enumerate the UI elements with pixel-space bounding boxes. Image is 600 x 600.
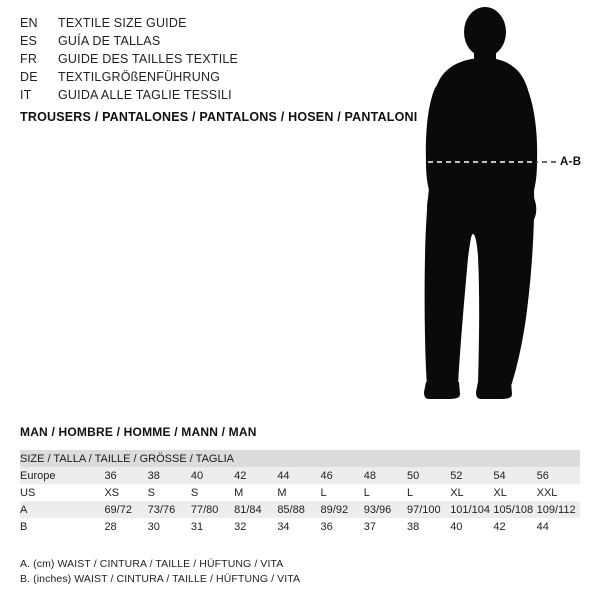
row-label: SIZE / TALLA / TAILLE / GRÖSSE / TAGLIA <box>20 452 234 465</box>
table-cell: 109/112 <box>536 503 576 516</box>
measure-label-ab: A-B <box>560 156 582 168</box>
language-row <box>20 50 400 68</box>
language-row <box>20 14 400 32</box>
table-cell: 81/84 <box>234 503 262 516</box>
table-cell: 73/76 <box>147 503 176 516</box>
table-cell: 34 <box>277 520 290 533</box>
footnote-b: B. (inches) WAIST / CINTURA / TAILLE / HÜFTUNG / VITA <box>20 573 301 585</box>
row-label: B <box>20 520 28 533</box>
table-cell: 40 <box>450 520 463 533</box>
table-cell: 42 <box>234 469 247 482</box>
language-title: GUIDA ALLE TAGLIE TESSILI <box>58 88 232 102</box>
table-cell: 36 <box>104 469 117 482</box>
footnote-a: A. (cm) WAIST / CINTURA / TAILLE / HÜFTUNG / VITA <box>20 558 284 570</box>
table-cell: S <box>190 486 199 499</box>
table-cell: 36 <box>320 520 333 533</box>
size-table <box>20 450 580 535</box>
language-code: DE <box>20 70 38 84</box>
language-code: FR <box>20 52 38 66</box>
table-row <box>20 467 580 484</box>
footnotes <box>20 557 300 587</box>
table-cell: XL <box>493 486 507 499</box>
table-cell: 85/88 <box>277 503 305 516</box>
language-row <box>20 32 400 50</box>
table-cell: 44 <box>277 469 290 482</box>
language-code: ES <box>20 34 38 48</box>
table-cell: 44 <box>536 520 549 533</box>
table-cell: 50 <box>406 469 420 482</box>
table-cell: 54 <box>493 469 506 482</box>
table-cell: 56 <box>536 469 549 482</box>
table-cell: 46 <box>320 469 333 482</box>
language-row <box>20 68 400 86</box>
language-list <box>20 14 400 104</box>
language-code: EN <box>20 16 38 30</box>
table-cell: 42 <box>493 520 506 533</box>
table-cell: XS <box>104 486 120 499</box>
table-caption: MAN / HOMBRE / HOMME / MANN / MAN <box>20 425 257 439</box>
table-cell: 37 <box>363 520 376 533</box>
table-cell: 101/104 <box>450 503 490 516</box>
language-title: GUIDE DES TAILLES TEXTILE <box>58 52 239 66</box>
table-cell: 89/92 <box>320 503 349 516</box>
section-title: TROUSERS / PANTALONES / PANTALONS / HOSEN / PANTALONI <box>20 110 418 124</box>
table-cell: 38 <box>406 520 420 533</box>
table-row <box>20 501 580 518</box>
table-cell: 30 <box>147 520 160 533</box>
table-row <box>20 518 580 535</box>
table-cell: L <box>320 486 327 499</box>
table-cell: M <box>234 486 244 499</box>
row-label: A <box>20 503 28 516</box>
table-cell: 28 <box>104 520 117 533</box>
silhouette-svg <box>400 6 600 406</box>
language-title: GUÍA DE TALLAS <box>58 34 161 48</box>
table-row <box>20 450 580 467</box>
table-cell: L <box>406 486 414 499</box>
table-cell: XL <box>450 486 464 499</box>
man-silhouette-figure <box>400 6 600 406</box>
table-cell: 38 <box>147 469 160 482</box>
table-cell: S <box>147 486 155 499</box>
table-cell: 105/108 <box>493 503 534 516</box>
language-title: TEXTILGRÖßENFÜHRUNG <box>58 70 221 84</box>
table-cell: 97/100 <box>406 503 441 516</box>
row-label: US <box>20 486 36 499</box>
table-cell: 52 <box>450 469 463 482</box>
language-title: TEXTILE SIZE GUIDE <box>58 16 187 30</box>
table-cell: 77/80 <box>190 503 219 516</box>
table-cell: 32 <box>234 520 247 533</box>
table-cell: XXL <box>536 486 558 499</box>
table-cell: 69/72 <box>104 503 132 516</box>
table-cell: 48 <box>363 469 376 482</box>
table-cell: 31 <box>190 520 204 533</box>
table-cell: 93/96 <box>363 503 392 516</box>
table-cell: L <box>363 486 370 499</box>
table-cell: 40 <box>190 469 204 482</box>
language-row <box>20 86 400 104</box>
row-label: Europe <box>20 469 56 482</box>
table-row <box>20 484 580 501</box>
language-code: IT <box>20 88 32 102</box>
table-cell: M <box>277 486 287 499</box>
